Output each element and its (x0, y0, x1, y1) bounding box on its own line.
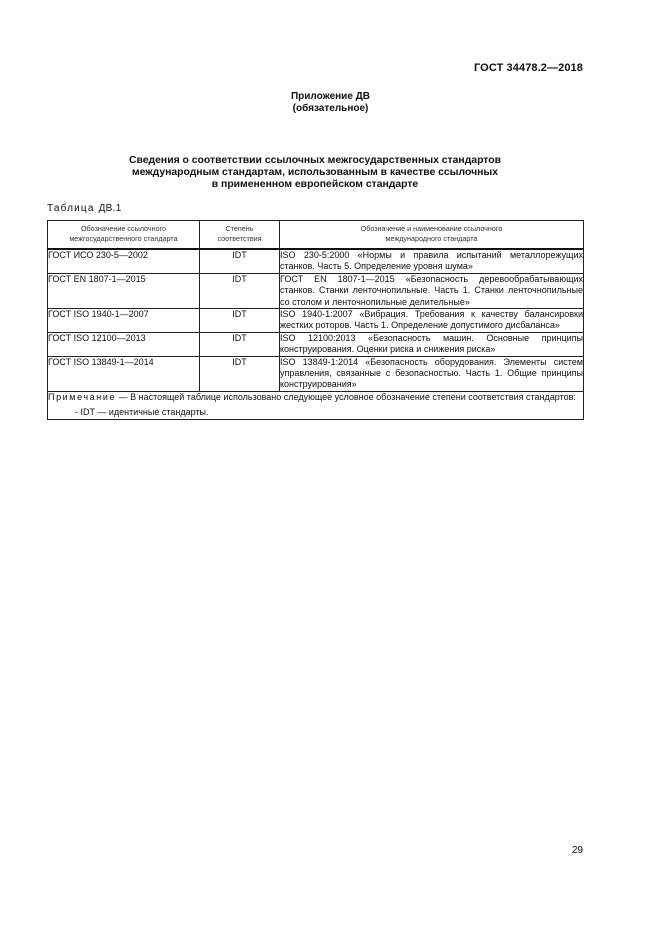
header-national-standard: Обозначение ссылочного межгосударственного стандарта (48, 221, 200, 250)
section-title-line-3: в примененном европейском стандарте (211, 179, 419, 190)
table-note (48, 391, 584, 419)
correspondence-table (47, 220, 584, 420)
table-row (48, 273, 584, 308)
international-standard-cell: ISO 12100:2013 «Безопасность машин. Основные принципы конструирования. Оценки риска и снижения риска» (280, 332, 583, 355)
table-header-row (48, 221, 584, 250)
international-standard-cell: ISO 13849-1:2014 «Безопасность оборудования. Элементы систем управления, связанные с безопасностью. Часть 1. Общие принципы конструирования» (280, 356, 583, 390)
table-row (48, 356, 584, 391)
table-caption (47, 203, 122, 214)
international-standard-cell: ГОСТ EN 1807-1—2015 «Безопасность деревообрабатывающих станков. Станки ленточнопильные. Часть 1. Станки ленточнопильные со столом и ленточнопильные делительные» (280, 273, 583, 307)
degree-cell: IDT (200, 356, 280, 391)
note-label: Примечание (48, 391, 117, 402)
page-number: 29 (571, 845, 583, 856)
national-standard-cell: ГОСТ ISO 12100—2013 (48, 332, 200, 356)
appendix-title: Приложение ДВ (290, 91, 371, 102)
international-standard-cell: ISO 1940-1:2007 «Вибрация. Требования к качеству балансировки жестких роторов. Часть 1. Определение допустимого дисбаланса» (280, 309, 583, 331)
table-caption-number: ДВ.1 (98, 203, 122, 214)
section-title (47, 155, 583, 191)
national-standard-cell: ГОСТ ИСО 230-5—2002 (48, 249, 200, 273)
note-item: - IDT — идентичные стандарты. (75, 407, 209, 418)
international-standard-cell: ISO 230-5:2000 «Нормы и правила испытаний металлорежущих станков. Часть 5. Определение уровня шума» (280, 250, 583, 272)
section-title-line-1: Сведения о соответствии ссылочных межгосударственных стандартов (129, 155, 501, 166)
table-note-row (48, 391, 584, 419)
appendix-status: (обязательное) (292, 103, 369, 114)
table-caption-label: Таблица (47, 203, 95, 214)
degree-cell: IDT (200, 273, 280, 308)
section-title-line-2: международным стандартам, использованным в качестве ссылочных (131, 167, 499, 178)
national-standard-cell: ГОСТ ISO 13849-1—2014 (48, 356, 200, 391)
table-row (48, 332, 584, 356)
degree-cell: IDT (200, 249, 280, 273)
header-international-standard: Обозначение и наименование ссылочного международного стандарта (280, 221, 584, 250)
document-code: ГОСТ 34478.2—2018 (473, 62, 583, 74)
degree-cell: IDT (200, 309, 280, 333)
degree-cell: IDT (200, 332, 280, 356)
table-row (48, 309, 584, 333)
national-standard-cell: ГОСТ EN 1807-1—2015 (48, 273, 200, 308)
table-row (48, 249, 584, 273)
header-degree: Степень соответствия (200, 221, 280, 250)
note-text: — В настоящей таблице использовано следующее условное обозначение степени соответствия стандартов: (116, 391, 576, 402)
national-standard-cell: ГОСТ ISO 1940-1—2007 (48, 309, 200, 333)
appendix-heading (0, 91, 661, 115)
